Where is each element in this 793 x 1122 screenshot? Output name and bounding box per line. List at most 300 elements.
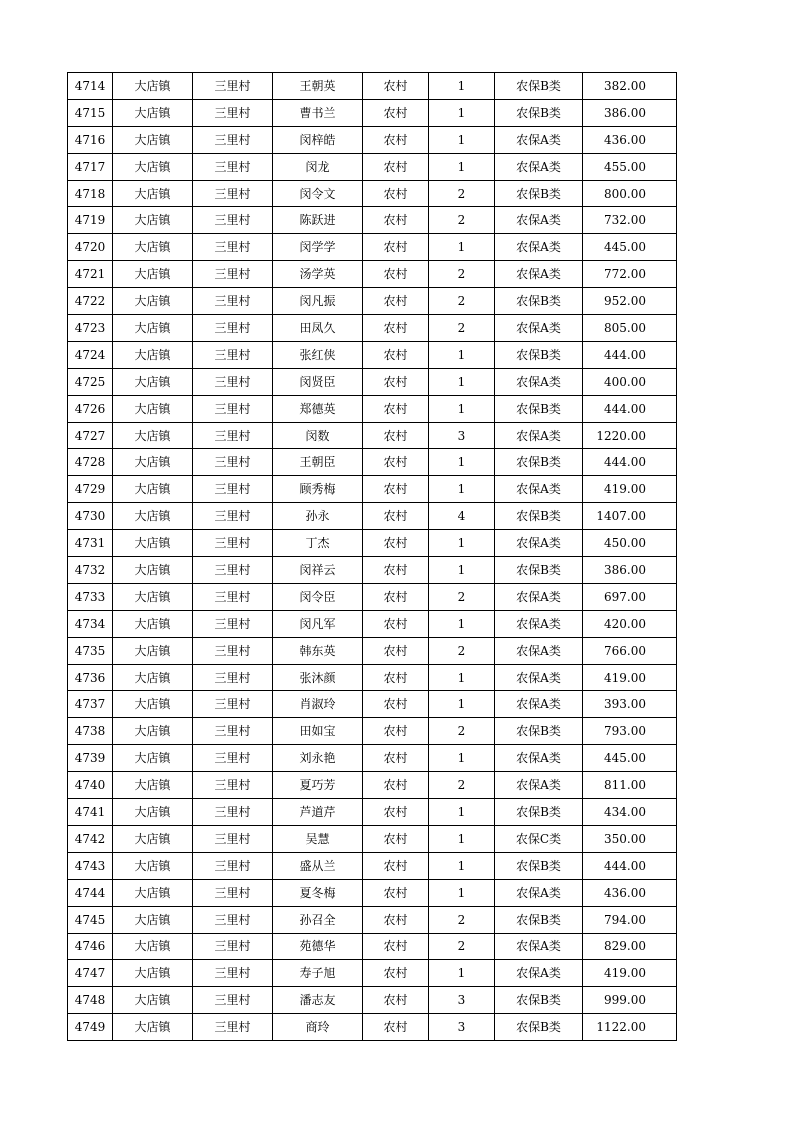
name-cell: 韩东英 [273,637,363,664]
amount-cell: 386.00 [583,557,677,584]
table-body [68,73,677,1041]
seq-cell: 4714 [68,73,113,100]
village-cell: 三里村 [193,288,273,315]
category-cell: 农保A类 [495,476,583,503]
type-cell: 农村 [363,799,429,826]
town-cell: 大店镇 [113,933,193,960]
seq-cell: 4740 [68,772,113,799]
count-cell: 1 [429,745,495,772]
amount-cell: 772.00 [583,261,677,288]
count-cell: 1 [429,691,495,718]
village-cell: 三里村 [193,664,273,691]
town-cell: 大店镇 [113,234,193,261]
name-cell: 潘志友 [273,987,363,1014]
town-cell: 大店镇 [113,745,193,772]
type-cell: 农村 [363,583,429,610]
table-row [68,852,677,879]
category-cell: 农保A类 [495,368,583,395]
table-row [68,99,677,126]
amount-cell: 445.00 [583,745,677,772]
category-cell: 农保A类 [495,261,583,288]
count-cell: 1 [429,395,495,422]
village-cell: 三里村 [193,825,273,852]
seq-cell: 4738 [68,718,113,745]
village-cell: 三里村 [193,906,273,933]
count-cell: 1 [429,449,495,476]
category-cell: 农保A类 [495,960,583,987]
town-cell: 大店镇 [113,476,193,503]
category-cell: 农保A类 [495,126,583,153]
amount-cell: 455.00 [583,153,677,180]
type-cell: 农村 [363,933,429,960]
type-cell: 农村 [363,395,429,422]
village-cell: 三里村 [193,234,273,261]
amount-cell: 1220.00 [583,422,677,449]
amount-cell: 393.00 [583,691,677,718]
count-cell: 2 [429,583,495,610]
table-row [68,126,677,153]
category-cell: 农保A类 [495,315,583,342]
seq-cell: 4727 [68,422,113,449]
category-cell: 农保B类 [495,852,583,879]
type-cell: 农村 [363,691,429,718]
village-cell: 三里村 [193,126,273,153]
count-cell: 2 [429,207,495,234]
village-cell: 三里村 [193,1014,273,1041]
name-cell: 田凤久 [273,315,363,342]
name-cell: 丁杰 [273,530,363,557]
name-cell: 闵龙 [273,153,363,180]
seq-cell: 4744 [68,879,113,906]
type-cell: 农村 [363,368,429,395]
count-cell: 2 [429,772,495,799]
name-cell: 闵祥云 [273,557,363,584]
category-cell: 农保B类 [495,73,583,100]
town-cell: 大店镇 [113,73,193,100]
seq-cell: 4741 [68,799,113,826]
name-cell: 刘永艳 [273,745,363,772]
amount-cell: 400.00 [583,368,677,395]
seq-cell: 4749 [68,1014,113,1041]
town-cell: 大店镇 [113,530,193,557]
amount-cell: 419.00 [583,476,677,503]
type-cell: 农村 [363,664,429,691]
amount-cell: 444.00 [583,395,677,422]
town-cell: 大店镇 [113,583,193,610]
table-row [68,1014,677,1041]
name-cell: 闵梓皓 [273,126,363,153]
town-cell: 大店镇 [113,180,193,207]
name-cell: 王朝臣 [273,449,363,476]
category-cell: 农保A类 [495,745,583,772]
seq-cell: 4733 [68,583,113,610]
town-cell: 大店镇 [113,395,193,422]
count-cell: 1 [429,557,495,584]
count-cell: 1 [429,368,495,395]
table-row [68,180,677,207]
name-cell: 闵令臣 [273,583,363,610]
table-row [68,234,677,261]
amount-cell: 436.00 [583,879,677,906]
town-cell: 大店镇 [113,99,193,126]
amount-cell: 444.00 [583,449,677,476]
category-cell: 农保B类 [495,503,583,530]
seq-cell: 4734 [68,610,113,637]
town-cell: 大店镇 [113,987,193,1014]
table-row [68,422,677,449]
type-cell: 农村 [363,73,429,100]
category-cell: 农保A类 [495,691,583,718]
town-cell: 大店镇 [113,341,193,368]
name-cell: 吴慧 [273,825,363,852]
table-row [68,933,677,960]
type-cell: 农村 [363,906,429,933]
village-cell: 三里村 [193,341,273,368]
village-cell: 三里村 [193,422,273,449]
amount-cell: 732.00 [583,207,677,234]
seq-cell: 4717 [68,153,113,180]
name-cell: 汤学英 [273,261,363,288]
name-cell: 肖淑玲 [273,691,363,718]
type-cell: 农村 [363,852,429,879]
seq-cell: 4718 [68,180,113,207]
town-cell: 大店镇 [113,557,193,584]
seq-cell: 4747 [68,960,113,987]
town-cell: 大店镇 [113,153,193,180]
town-cell: 大店镇 [113,126,193,153]
table-row [68,610,677,637]
name-cell: 闵数 [273,422,363,449]
category-cell: 农保A类 [495,207,583,234]
village-cell: 三里村 [193,530,273,557]
amount-cell: 382.00 [583,73,677,100]
amount-cell: 450.00 [583,530,677,557]
table-row [68,879,677,906]
town-cell: 大店镇 [113,718,193,745]
table-row [68,691,677,718]
type-cell: 农村 [363,315,429,342]
count-cell: 1 [429,799,495,826]
category-cell: 农保A类 [495,879,583,906]
seq-cell: 4735 [68,637,113,664]
amount-cell: 420.00 [583,610,677,637]
town-cell: 大店镇 [113,852,193,879]
amount-cell: 434.00 [583,799,677,826]
town-cell: 大店镇 [113,261,193,288]
category-cell: 农保C类 [495,825,583,852]
amount-cell: 444.00 [583,341,677,368]
category-cell: 农保A类 [495,772,583,799]
amount-cell: 1122.00 [583,1014,677,1041]
table-row [68,745,677,772]
type-cell: 农村 [363,745,429,772]
amount-cell: 793.00 [583,718,677,745]
category-cell: 农保A类 [495,530,583,557]
name-cell: 曹书兰 [273,99,363,126]
seq-cell: 4716 [68,126,113,153]
table-row [68,664,677,691]
name-cell: 夏巧芳 [273,772,363,799]
type-cell: 农村 [363,530,429,557]
count-cell: 1 [429,530,495,557]
town-cell: 大店镇 [113,503,193,530]
table-row [68,341,677,368]
village-cell: 三里村 [193,799,273,826]
table-row [68,557,677,584]
table-row [68,583,677,610]
name-cell: 张红侠 [273,341,363,368]
type-cell: 农村 [363,341,429,368]
seq-cell: 4724 [68,341,113,368]
type-cell: 农村 [363,960,429,987]
seq-cell: 4745 [68,906,113,933]
village-cell: 三里村 [193,261,273,288]
table-row [68,395,677,422]
category-cell: 农保B类 [495,99,583,126]
name-cell: 商玲 [273,1014,363,1041]
count-cell: 2 [429,718,495,745]
amount-cell: 766.00 [583,637,677,664]
count-cell: 2 [429,288,495,315]
table-row [68,772,677,799]
category-cell: 农保A类 [495,422,583,449]
name-cell: 闵贤臣 [273,368,363,395]
amount-cell: 697.00 [583,583,677,610]
name-cell: 闵令文 [273,180,363,207]
type-cell: 农村 [363,449,429,476]
category-cell: 农保B类 [495,449,583,476]
seq-cell: 4728 [68,449,113,476]
amount-cell: 445.00 [583,234,677,261]
village-cell: 三里村 [193,476,273,503]
category-cell: 农保A类 [495,234,583,261]
seq-cell: 4746 [68,933,113,960]
village-cell: 三里村 [193,960,273,987]
name-cell: 孙召全 [273,906,363,933]
town-cell: 大店镇 [113,664,193,691]
village-cell: 三里村 [193,933,273,960]
amount-cell: 800.00 [583,180,677,207]
name-cell: 田如宝 [273,718,363,745]
name-cell: 苑德华 [273,933,363,960]
seq-cell: 4715 [68,99,113,126]
category-cell: 农保B类 [495,395,583,422]
type-cell: 农村 [363,557,429,584]
table-row [68,153,677,180]
count-cell: 2 [429,933,495,960]
type-cell: 农村 [363,288,429,315]
table-row [68,261,677,288]
seq-cell: 4739 [68,745,113,772]
table-row [68,368,677,395]
table-row [68,315,677,342]
category-cell: 农保B类 [495,288,583,315]
village-cell: 三里村 [193,637,273,664]
type-cell: 农村 [363,422,429,449]
count-cell: 2 [429,261,495,288]
count-cell: 4 [429,503,495,530]
table-row [68,73,677,100]
village-cell: 三里村 [193,691,273,718]
count-cell: 1 [429,73,495,100]
amount-cell: 811.00 [583,772,677,799]
table-row [68,637,677,664]
category-cell: 农保B类 [495,906,583,933]
count-cell: 1 [429,153,495,180]
table-row [68,960,677,987]
seq-cell: 4731 [68,530,113,557]
name-cell: 王朝英 [273,73,363,100]
table-row [68,718,677,745]
count-cell: 1 [429,960,495,987]
category-cell: 农保B类 [495,1014,583,1041]
amount-cell: 386.00 [583,99,677,126]
count-cell: 1 [429,825,495,852]
amount-cell: 999.00 [583,987,677,1014]
table-row [68,987,677,1014]
town-cell: 大店镇 [113,772,193,799]
village-cell: 三里村 [193,610,273,637]
name-cell: 盛从兰 [273,852,363,879]
count-cell: 1 [429,476,495,503]
table-row [68,476,677,503]
village-cell: 三里村 [193,73,273,100]
amount-cell: 794.00 [583,906,677,933]
village-cell: 三里村 [193,852,273,879]
count-cell: 1 [429,126,495,153]
village-cell: 三里村 [193,180,273,207]
name-cell: 张沐颜 [273,664,363,691]
seq-cell: 4743 [68,852,113,879]
town-cell: 大店镇 [113,691,193,718]
village-cell: 三里村 [193,368,273,395]
name-cell: 孙永 [273,503,363,530]
seq-cell: 4721 [68,261,113,288]
name-cell: 夏冬梅 [273,879,363,906]
village-cell: 三里村 [193,315,273,342]
village-cell: 三里村 [193,583,273,610]
village-cell: 三里村 [193,987,273,1014]
table-row [68,207,677,234]
amount-cell: 419.00 [583,960,677,987]
category-cell: 农保B类 [495,341,583,368]
village-cell: 三里村 [193,153,273,180]
count-cell: 3 [429,422,495,449]
type-cell: 农村 [363,879,429,906]
type-cell: 农村 [363,825,429,852]
count-cell: 2 [429,906,495,933]
count-cell: 3 [429,1014,495,1041]
town-cell: 大店镇 [113,422,193,449]
town-cell: 大店镇 [113,315,193,342]
count-cell: 1 [429,234,495,261]
category-cell: 农保A类 [495,664,583,691]
amount-cell: 444.00 [583,852,677,879]
count-cell: 1 [429,341,495,368]
name-cell: 寿子旭 [273,960,363,987]
table-row [68,530,677,557]
count-cell: 1 [429,852,495,879]
type-cell: 农村 [363,234,429,261]
town-cell: 大店镇 [113,1014,193,1041]
name-cell: 闵凡军 [273,610,363,637]
table-row [68,449,677,476]
category-cell: 农保B类 [495,557,583,584]
amount-cell: 436.00 [583,126,677,153]
table-row [68,288,677,315]
seq-cell: 4720 [68,234,113,261]
village-cell: 三里村 [193,718,273,745]
amount-cell: 829.00 [583,933,677,960]
name-cell: 顾秀梅 [273,476,363,503]
table-row [68,906,677,933]
type-cell: 农村 [363,207,429,234]
town-cell: 大店镇 [113,288,193,315]
village-cell: 三里村 [193,879,273,906]
type-cell: 农村 [363,126,429,153]
town-cell: 大店镇 [113,906,193,933]
name-cell: 郑德英 [273,395,363,422]
seq-cell: 4748 [68,987,113,1014]
category-cell: 农保A类 [495,610,583,637]
village-cell: 三里村 [193,503,273,530]
seq-cell: 4729 [68,476,113,503]
table-row [68,503,677,530]
seq-cell: 4732 [68,557,113,584]
type-cell: 农村 [363,180,429,207]
name-cell: 闵学学 [273,234,363,261]
type-cell: 农村 [363,718,429,745]
type-cell: 农村 [363,772,429,799]
seq-cell: 4730 [68,503,113,530]
count-cell: 1 [429,610,495,637]
category-cell: 农保B类 [495,987,583,1014]
count-cell: 1 [429,664,495,691]
town-cell: 大店镇 [113,879,193,906]
category-cell: 农保B类 [495,718,583,745]
seq-cell: 4742 [68,825,113,852]
town-cell: 大店镇 [113,799,193,826]
category-cell: 农保B类 [495,180,583,207]
table-row [68,799,677,826]
type-cell: 农村 [363,261,429,288]
village-cell: 三里村 [193,449,273,476]
table-row [68,825,677,852]
amount-cell: 952.00 [583,288,677,315]
town-cell: 大店镇 [113,207,193,234]
seq-cell: 4722 [68,288,113,315]
count-cell: 1 [429,879,495,906]
count-cell: 2 [429,315,495,342]
category-cell: 农保A类 [495,637,583,664]
category-cell: 农保A类 [495,933,583,960]
type-cell: 农村 [363,610,429,637]
type-cell: 农村 [363,153,429,180]
category-cell: 农保B类 [495,799,583,826]
town-cell: 大店镇 [113,637,193,664]
type-cell: 农村 [363,476,429,503]
allowance-table [67,72,677,1041]
village-cell: 三里村 [193,745,273,772]
town-cell: 大店镇 [113,449,193,476]
village-cell: 三里村 [193,207,273,234]
town-cell: 大店镇 [113,610,193,637]
seq-cell: 4737 [68,691,113,718]
type-cell: 农村 [363,637,429,664]
count-cell: 1 [429,99,495,126]
seq-cell: 4726 [68,395,113,422]
amount-cell: 805.00 [583,315,677,342]
